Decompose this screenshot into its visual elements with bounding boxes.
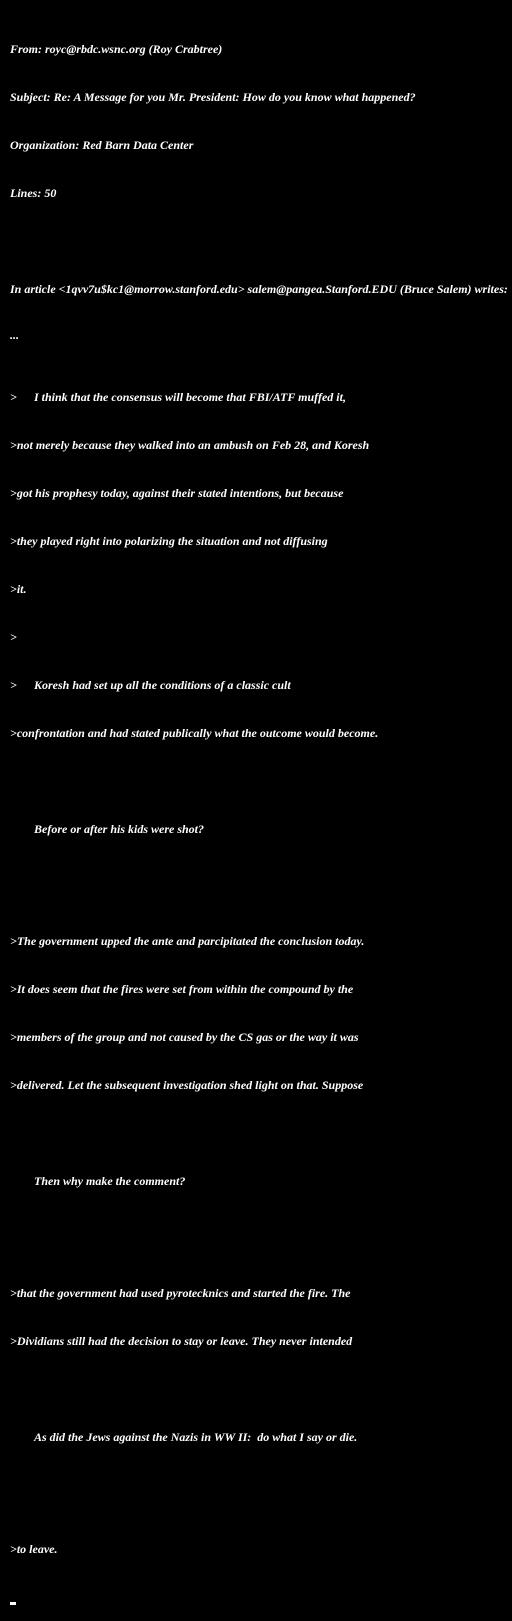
blank-line [10,1381,512,1397]
blank-line [10,869,512,885]
header-from: From: royc@rbdc.wsnc.org (Roy Crabtree) [10,42,223,56]
attribution-line: In article <1qvv7u$kc1@morrow.stanford.edu> salem@pangea.Stanford.EDU (Bruce Salem) writes: [10,282,508,296]
quoted-line: >that the government had used pyrotecknics and started the fire. The [10,1286,351,1300]
quoted-line: >The government upped the ante and parcipitated the conclusion today. [10,934,365,948]
blank-line [10,233,512,249]
blank-line [10,1477,512,1493]
quoted-line: >members of the group and not caused by the CS gas or the way it was [10,1030,359,1044]
header-lines: Lines: 50 [10,186,57,200]
cursor-icon [10,1602,16,1605]
quoted-line: >delivered. Let the subsequent investigation shed light on that. Suppose [10,1078,364,1092]
quoted-line: >they played right into polarizing the situation and not diffusing [10,534,328,548]
reply-line: Before or after his kids were shot? [10,822,205,836]
ellipsis-line: ... [10,328,19,342]
quoted-line: > [10,630,17,644]
text-cursor [10,1589,512,1605]
message-text [10,9,512,1621]
quoted-line: >confrontation and had stated publically what the outcome would become. [10,726,379,740]
reply-line: As did the Jews against the Nazis in WW II: do what I say or die. [10,1430,358,1444]
quoted-line: > I think that the consensus will become that FBI/ATF muffed it, [10,390,346,404]
quoted-line: >not merely because they walked into an ambush on Feb 28, and Koresh [10,438,370,452]
quoted-line: >it. [10,582,27,596]
blank-line [10,1125,512,1141]
header-subject: Subject: Re: A Message for you Mr. President: How do you know what happened? [10,90,416,104]
quoted-line: > Koresh had set up all the conditions of a classic cult [10,678,291,692]
blank-line [10,773,512,789]
header-organization: Organization: Red Barn Data Center [10,138,194,152]
quoted-line: >got his prophesy today, against their stated intentions, but because [10,486,344,500]
quoted-line: >Dividians still had the decision to stay or leave. They never intended [10,1334,353,1348]
reply-line: Then why make the comment? [10,1174,186,1188]
blank-line [10,1221,512,1237]
quoted-line: >to leave. [10,1542,58,1556]
quoted-line: >It does seem that the fires were set from within the compound by the [10,982,354,996]
